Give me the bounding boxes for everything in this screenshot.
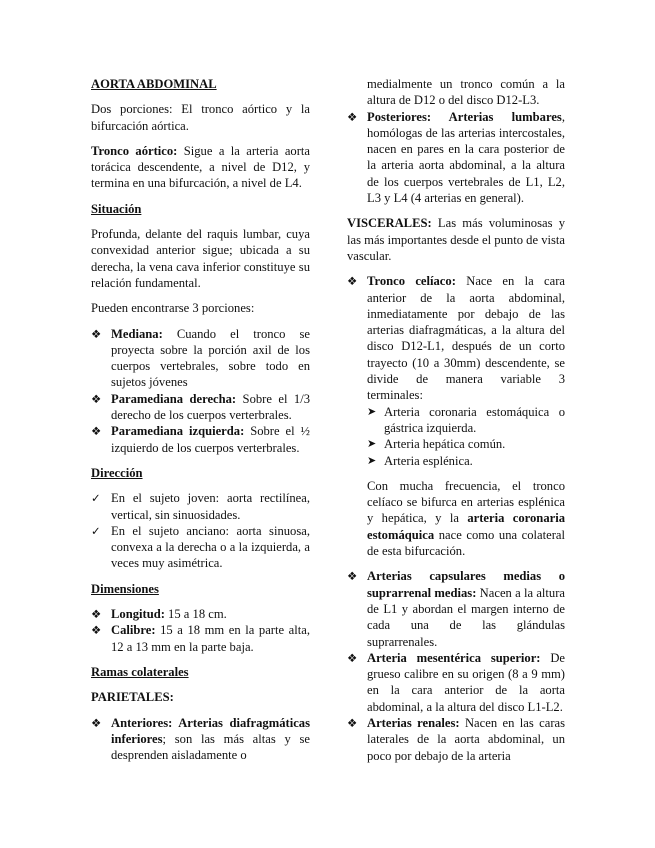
direccion-list xyxy=(91,490,310,571)
diamond-bullet-icon: ❖ xyxy=(91,607,102,622)
list-item: ❖ Paramediana izquierda: Sobre el ½ izquierdo de los cuerpos verterbrales. xyxy=(91,424,310,455)
left-column xyxy=(91,76,310,772)
list-item: ❖ Calibre: 15 a 18 mm en la parte alta, 12 a 13 mm en la parte baja. xyxy=(91,623,310,654)
arrow-bullet-icon: ➤ xyxy=(367,453,377,467)
situacion-paragraph: Profunda, delante del raquis lumbar, cuya convexidad anterior sigue; ubicada a su derecha, la vena cava inferior constituye su relación fundamental. xyxy=(91,227,310,290)
document-title: AORTA ABDOMINAL xyxy=(91,77,217,91)
list-item: ❖ Posteriores: Arterias lumbares, homólogas de las arterias intercostales, nacen en pares en la cara posterior de la arteria aorta abdominal, a la altura de los cuerpos vertebrales de L1, L2, L3 y L4 (4 arterias en general). xyxy=(347,109,565,206)
list-item: ➤ Arteria esplénica. xyxy=(367,453,473,468)
checkmark-bullet-icon: ✓ xyxy=(91,491,101,506)
list-item: ➤ Arteria coronaria estomáquica o gástrica izquierda. xyxy=(367,404,565,435)
diamond-bullet-icon: ❖ xyxy=(347,109,358,124)
celiaco-list xyxy=(347,273,565,469)
viscerales-paragraph: VISCERALES: Las más voluminosas y las más importantes desde el punto de vista vascular. xyxy=(347,216,565,263)
diamond-bullet-icon: ❖ xyxy=(91,326,102,341)
list-item: ➤ Arteria hepática común. xyxy=(367,437,506,452)
tronco-aortico-label: Tronco aórtico: xyxy=(91,143,178,158)
parietales-heading: PARIETALES: xyxy=(91,690,174,705)
arrow-bullet-icon: ➤ xyxy=(367,404,377,418)
dimensiones-list xyxy=(91,606,310,655)
diamond-bullet-icon: ❖ xyxy=(347,569,358,584)
direccion-heading: Dirección xyxy=(91,465,143,480)
diamond-bullet-icon: ❖ xyxy=(91,424,102,439)
list-item: ❖ Arterias capsulares medias o suprarrenal medias: Nacen a la altura de L1 y abordan el margen interno de cada una de las glándulas suprarrenales. xyxy=(347,569,565,649)
diamond-bullet-icon: ❖ xyxy=(347,715,358,730)
intro-paragraph: Dos porciones: El tronco aórtico y la bifurcación aórtica. xyxy=(91,102,310,133)
right-column xyxy=(347,76,565,773)
list-item: ❖ Longitud: 15 a 18 cm. xyxy=(91,607,227,622)
list-item: ❖ Arterias renales: Nacen en las caras laterales de la aorta abdominal, un poco por debajo de la arteria xyxy=(347,715,565,763)
diamond-bullet-icon: ❖ xyxy=(347,274,358,289)
posteriores-list xyxy=(347,109,565,207)
list-item: ❖ Paramediana derecha: Sobre el 1/3 derecho de los cuerpos verterbrales. xyxy=(91,391,310,423)
viscerales-label: VISCERALES: xyxy=(347,216,432,231)
diamond-bullet-icon: ❖ xyxy=(91,623,102,638)
diamond-bullet-icon: ❖ xyxy=(347,650,358,665)
list-item: ❖ Tronco celíaco: Nace en la cara anterior de la aorta abdominal, inmediatamente por debajo de las arterias diafragmáticas, a la altura del disco D12-L1, después de un corto trayecto (10 a 30mm) descendente, se divide de manera variable 3 terminales: ➤ Arteria coronaria estomáquica o gástrica izquierda. ➤ Arteria hepática común. ➤ Arteria esplénica. xyxy=(347,274,566,468)
diamond-bullet-icon: ❖ xyxy=(91,715,102,730)
arrow-bullet-icon: ➤ xyxy=(367,437,377,451)
list-item: ❖ Arteria mesentérica superior: De grueso calibre en su origen (8 a 9 mm) en la cara anterior de la aorta abdominal, a la altura del disco L1-L2. xyxy=(347,650,565,714)
frecuencia-paragraph: Con mucha frecuencia, el tronco celíaco se bifurca en arterias esplénica y hepática, y la arteria coronaria estomáquica nace como una colateral de esta bifurcación. xyxy=(367,478,565,559)
tronco-aortico-text: Sigue a la arteria aorta torácica descendente, a nivel de D12, y termina en una bifurcación, a nivel de L4. xyxy=(91,143,310,191)
parietales-list xyxy=(91,715,310,764)
viscerales-arterias-list xyxy=(347,568,565,764)
situacion-heading: Situación xyxy=(91,201,142,216)
list-item: ✓ En el sujeto joven: aorta rectilínea, vertical, sin sinuosidades. xyxy=(91,491,310,522)
terminales-list xyxy=(367,404,565,469)
checkmark-bullet-icon: ✓ xyxy=(91,523,101,538)
list-item: ✓ En el sujeto anciano: aorta sinuosa, convexa a la derecha o a la izquierda, a veces muy asimétrica. xyxy=(91,523,310,571)
tronco-aortico-paragraph xyxy=(91,143,310,192)
anteriores-continuation: medialmente un tronco común a la altura de D12 o del disco D12-L3. xyxy=(367,77,565,108)
list-item: ❖ Mediana: Cuando el tronco se proyecta sobre la porción axil de los cuerpos vertebrales, sobre todo en sujetos jóvenes xyxy=(91,326,310,390)
dimensiones-heading: Dimensiones xyxy=(91,581,159,596)
list-item: ❖ Anteriores: Arterias diafragmáticas inferiores; son las más altas y se desprenden aisladamente o xyxy=(91,715,310,763)
porciones-list xyxy=(91,326,310,456)
ramas-colaterales-heading: Ramas colaterales xyxy=(91,664,189,679)
diamond-bullet-icon: ❖ xyxy=(91,391,102,406)
porciones-intro: Pueden encontrarse 3 porciones: xyxy=(91,301,255,316)
